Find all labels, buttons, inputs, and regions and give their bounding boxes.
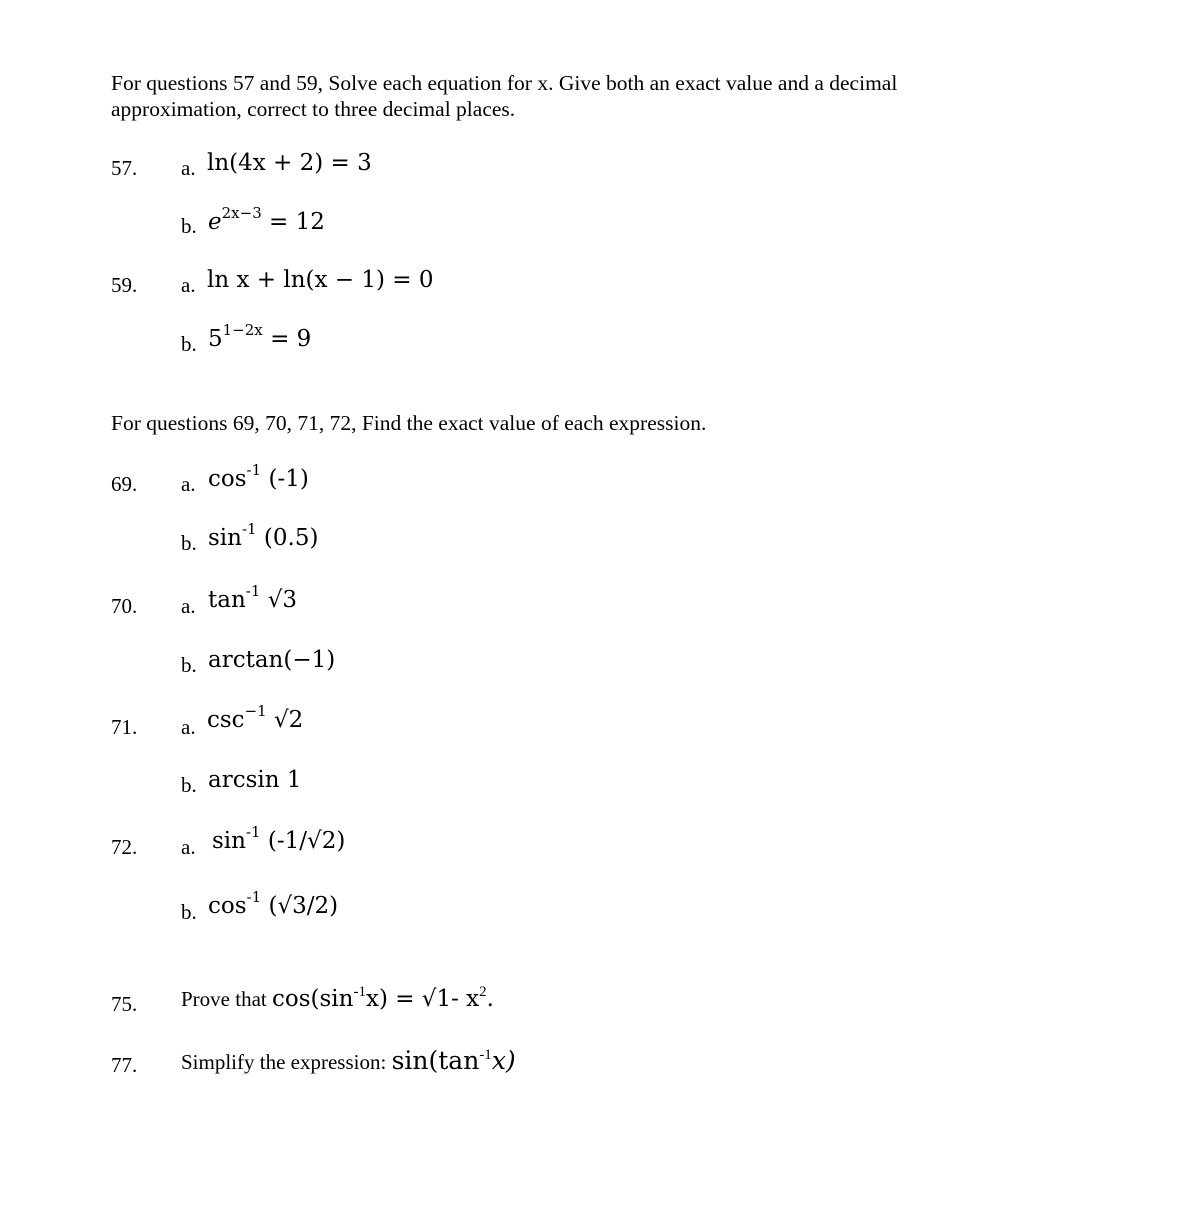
q77-sup: -1: [479, 1047, 492, 1063]
q77-fn: sin(tan: [391, 1046, 480, 1075]
q71-part-b-label: b.: [181, 773, 197, 797]
q71-part-b-expression: arcsin 1: [208, 767, 302, 793]
q75-rhs-sup: 2: [479, 984, 487, 1000]
q72-part-a-label: a.: [181, 835, 196, 859]
q72-part-a-expression: [212, 823, 346, 854]
instruction-line-2: approximation, correct to three decimal places.: [111, 97, 516, 121]
q75-text: Prove that: [181, 987, 272, 1011]
q75-lhs-sup: -1: [353, 984, 366, 1000]
q72-part-b-label: b.: [181, 900, 197, 924]
q77-statement: [181, 1046, 516, 1075]
q72a-arg: (-1/√2): [260, 828, 346, 854]
q72b-arg: (√3/2): [261, 893, 339, 919]
q57-part-b-equation: [208, 204, 325, 235]
question-number-71: 71.: [111, 715, 138, 739]
q75-end: .: [486, 986, 494, 1012]
q69-part-a-expression: [208, 461, 309, 492]
q70-part-a-label: a.: [181, 594, 196, 618]
q72b-fn: cos: [208, 893, 247, 919]
q57-part-a-label: a.: [181, 156, 196, 180]
question-number-69: 69.: [111, 472, 138, 496]
q71-part-a-label: a.: [181, 715, 196, 739]
q71a-arg: √2: [266, 707, 304, 733]
q70a-arg: √3: [260, 587, 298, 613]
q69a-sup: -1: [246, 461, 262, 480]
q69-part-b-expression: [208, 520, 319, 551]
q57b-base: e: [208, 209, 222, 235]
q69a-fn: cos: [208, 466, 247, 492]
q69-part-a-label: a.: [181, 472, 196, 496]
q69b-fn: sin: [208, 525, 242, 551]
q71a-sup: −1: [244, 702, 267, 721]
q72-part-b-expression: [208, 888, 339, 919]
question-number-70: 70.: [111, 594, 138, 618]
q57-part-a-equation: ln(4x + 2) = 3: [207, 150, 372, 176]
q75-statement: [181, 986, 494, 1012]
q59b-exponent: 1−2x: [222, 321, 263, 340]
q69b-sup: -1: [241, 520, 257, 539]
question-number-75: 75.: [111, 992, 138, 1016]
question-number-59: 59.: [111, 273, 138, 297]
q59b-base: 5: [208, 326, 223, 352]
q72b-sup: -1: [246, 888, 262, 907]
q75-rhs: x) = √1- x: [365, 986, 480, 1012]
q70a-sup: -1: [245, 582, 261, 601]
q75-lhs: cos(sin: [271, 986, 354, 1012]
q70a-fn: tan: [208, 587, 246, 613]
q77-text: Simplify the expression:: [181, 1050, 392, 1074]
question-number-57: 57.: [111, 156, 138, 180]
q59b-rest: = 9: [262, 326, 312, 352]
q72a-sup: -1: [245, 823, 261, 842]
q69b-arg: (0.5): [256, 525, 319, 551]
q70-part-b-label: b.: [181, 653, 197, 677]
q59-part-b-equation: [208, 321, 312, 352]
q59-part-a-equation: ln x + ln(x − 1) = 0: [207, 267, 434, 293]
q57b-exponent: 2x−3: [221, 204, 262, 223]
q77-rest: x): [491, 1046, 516, 1075]
q70-part-b-expression: arctan(−1): [208, 647, 336, 673]
q57-part-b-label: b.: [181, 214, 197, 238]
instruction-section-2: For questions 69, 70, 71, 72, Find the exact value of each expression.: [111, 411, 707, 435]
q71-part-a-expression: [207, 702, 304, 733]
q59-part-b-label: b.: [181, 332, 197, 356]
q59-part-a-label: a.: [181, 273, 196, 297]
q57b-rest: = 12: [261, 209, 325, 235]
q70-part-a-expression: [208, 582, 298, 613]
q69a-arg: (-1): [261, 466, 309, 492]
question-number-72: 72.: [111, 835, 138, 859]
q69-part-b-label: b.: [181, 531, 197, 555]
q72a-fn: sin: [212, 828, 246, 854]
q71a-fn: csc: [207, 707, 245, 733]
question-number-77: 77.: [111, 1053, 138, 1077]
instruction-line-1: For questions 57 and 59, Solve each equation for x. Give both an exact value and a decimal: [111, 71, 898, 95]
